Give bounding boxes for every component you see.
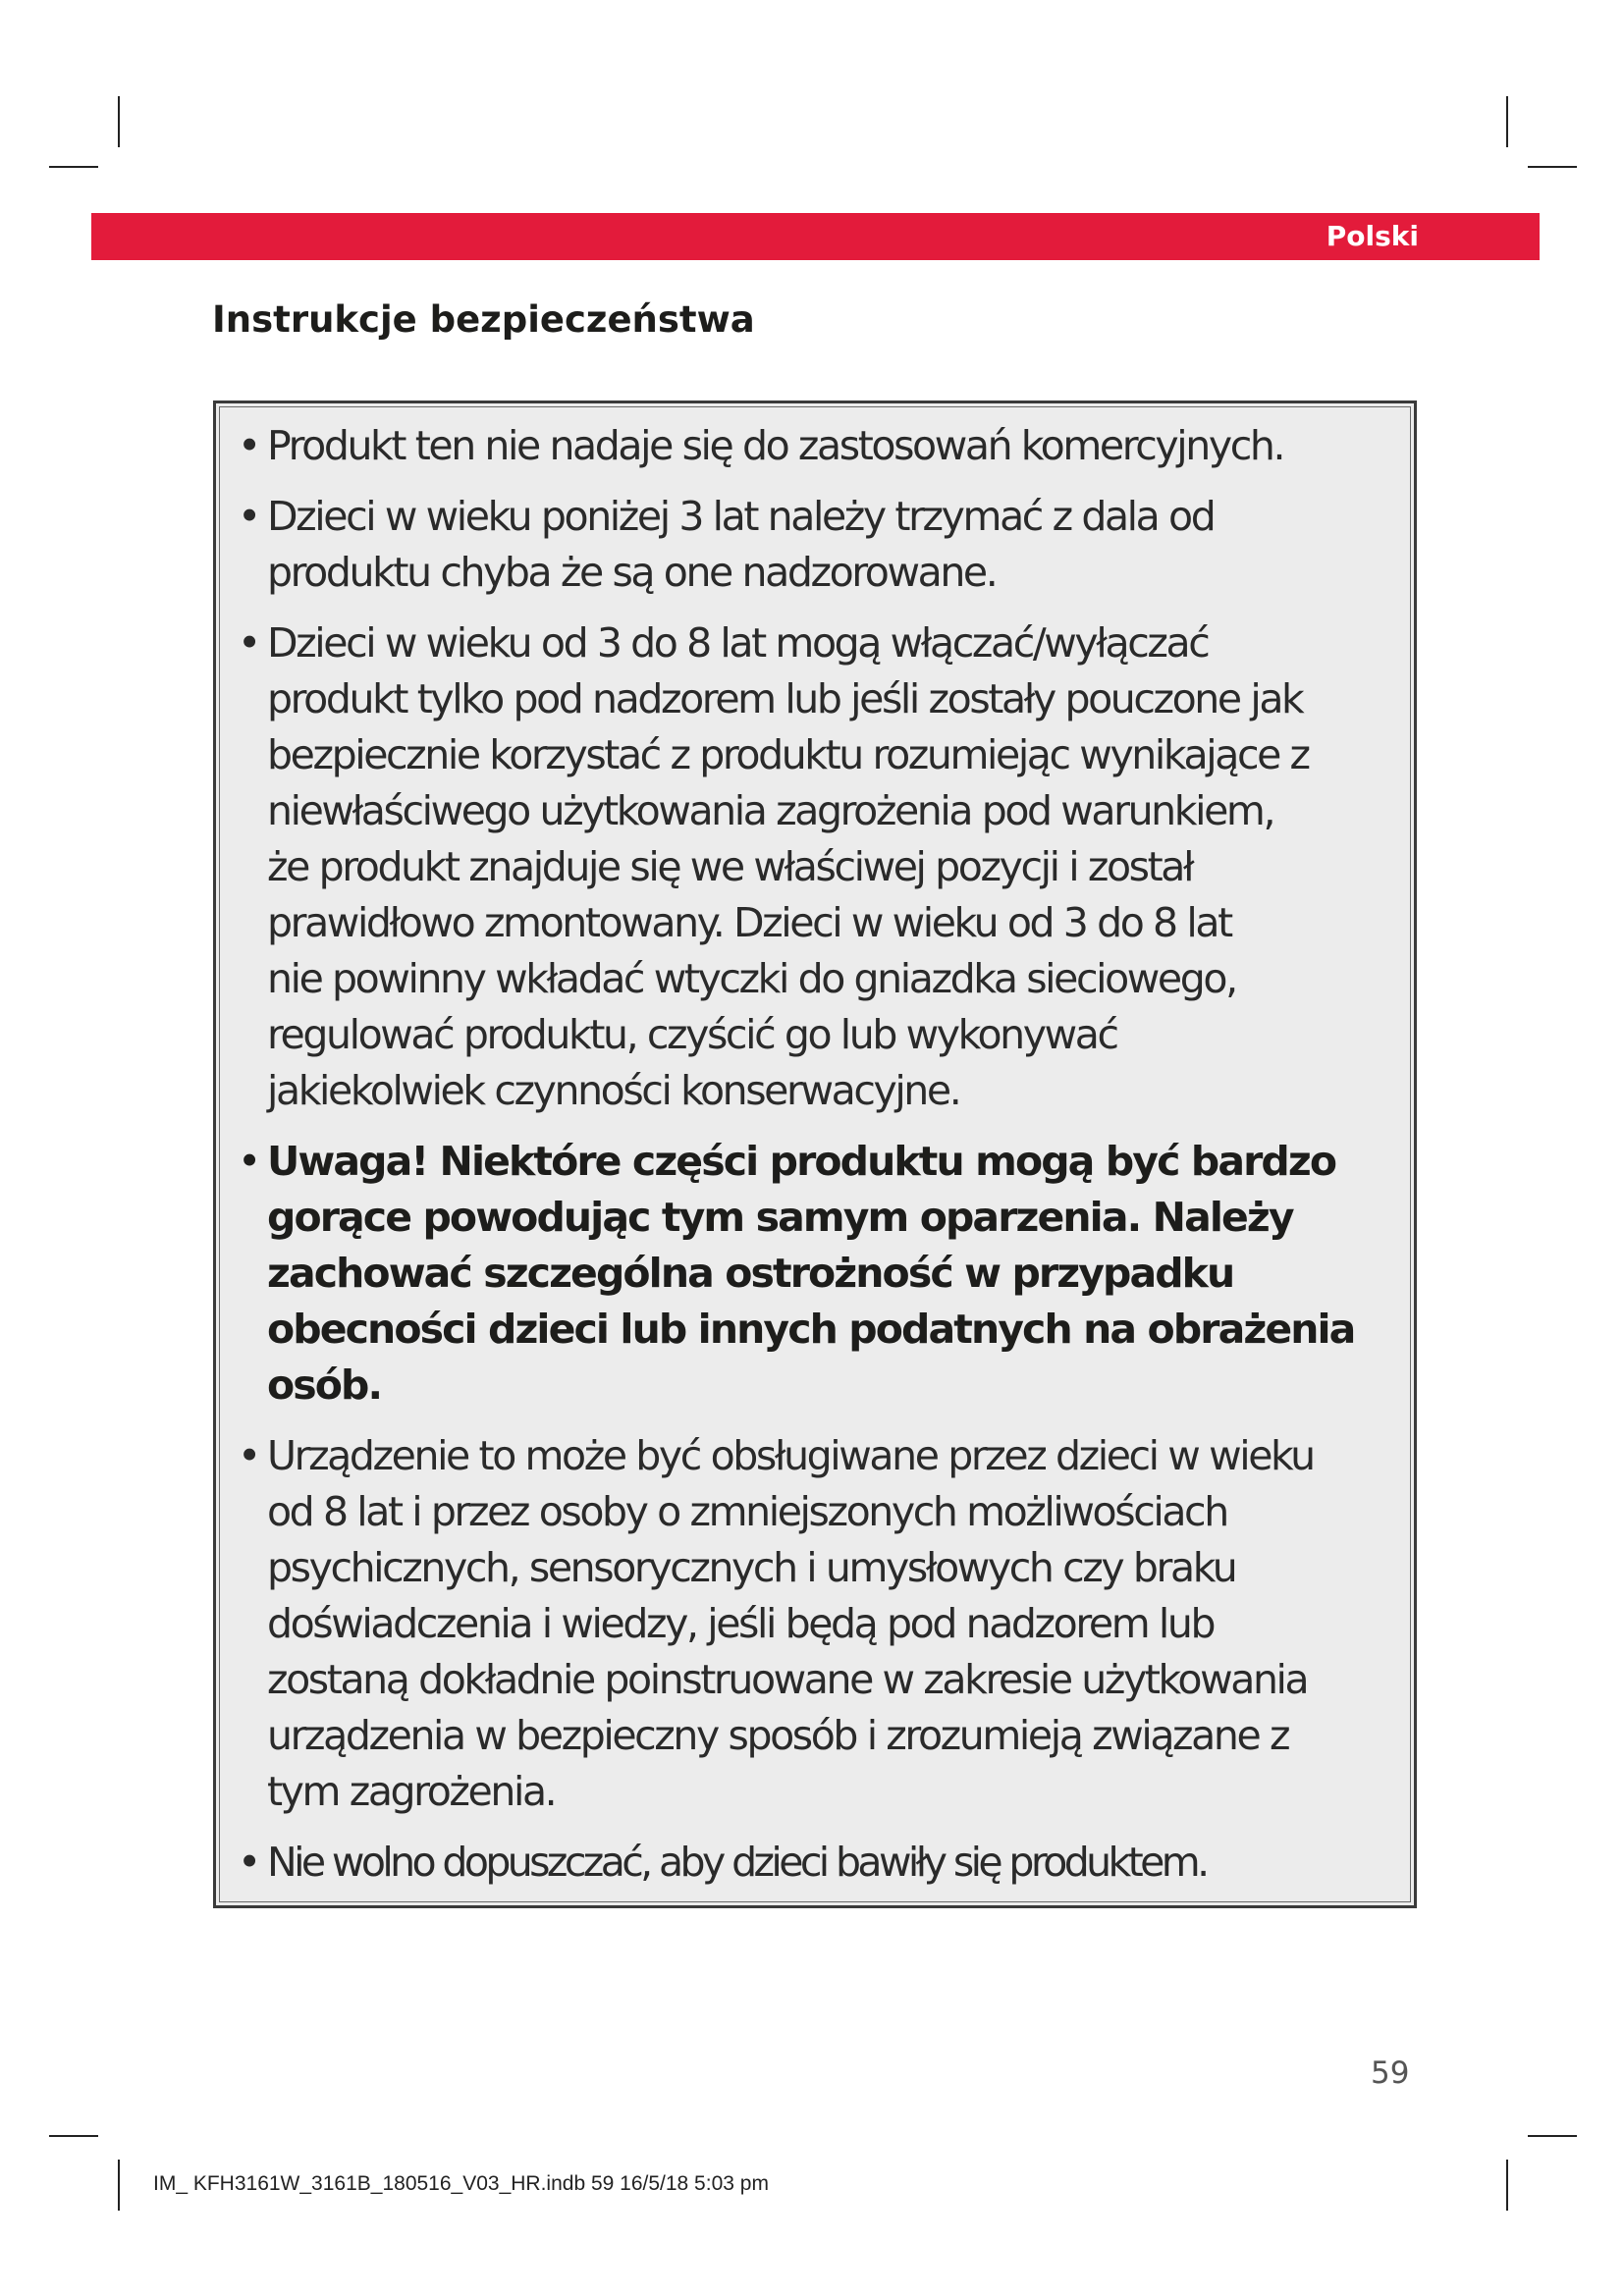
item-line: Dzieci w wieku od 3 do 8 lat mogą włączać/wyłączać	[267, 619, 1209, 667]
crop-mark-top-right-horizontal	[1528, 166, 1577, 168]
item-line: Produkt ten nie nadaje się do zastosowań komercyjnych.	[267, 422, 1284, 469]
item-line: Dzieci w wieku poniżej 3 lat należy trzymać z dala od	[267, 493, 1215, 540]
item-line: Uwaga! Niektóre części produktu mogą być bardzo	[267, 1138, 1336, 1185]
language-label: Polski	[1326, 220, 1419, 252]
bullet-icon: •	[238, 619, 262, 667]
item-line: gorące powodując tym samym oparzenia. Należy	[267, 1194, 1293, 1241]
item-line: zachować szczególna ostrożność w przypadku	[267, 1250, 1234, 1297]
crop-mark-bottom-left-horizontal	[49, 2135, 98, 2137]
safety-item-supervised-use	[238, 1428, 1394, 1820]
safety-item-children-3-to-8	[238, 615, 1394, 1119]
crop-mark-bottom-left-vertical	[118, 2160, 120, 2211]
crop-mark-top-left-vertical	[118, 96, 120, 147]
item-line: tym zagrożenia.	[267, 1768, 556, 1815]
safety-item-commercial-use	[238, 418, 1394, 474]
bullet-icon: •	[238, 1138, 262, 1185]
item-line: bezpiecznie korzystać z produktu rozumiejąc wynikające z	[267, 731, 1309, 778]
item-line: niewłaściwego użytkowania zagrożenia pod warunkiem,	[267, 787, 1274, 834]
safety-item-no-playing	[238, 1835, 1394, 1891]
item-line: regulować produktu, czyścić go lub wykonywać	[267, 1011, 1117, 1058]
footer-file-info: IM_ KFH3161W_3161B_180516_V03_HR.indb 59 16/5/18 5:03 pm	[153, 2172, 769, 2195]
item-line: Nie wolno dopuszczać, aby dzieci bawiły się produktem.	[267, 1839, 1207, 1886]
item-line: urządzenia w bezpieczny sposób i zrozumieją związane z	[267, 1712, 1289, 1759]
safety-instructions-box	[213, 400, 1417, 1908]
crop-mark-top-left-horizontal	[49, 166, 98, 168]
bullet-icon: •	[238, 1432, 262, 1479]
safety-item-hot-surfaces-warning	[238, 1134, 1394, 1414]
safety-list	[216, 403, 1414, 1891]
crop-mark-bottom-right-horizontal	[1528, 2135, 1577, 2137]
page-title: Instrukcje bezpieczeństwa	[212, 298, 755, 341]
item-line: osób.	[267, 1362, 382, 1409]
crop-mark-top-right-vertical	[1506, 96, 1508, 147]
item-line: doświadczenia i wiedzy, jeśli będą pod nadzorem lub	[267, 1600, 1215, 1647]
item-line: obecności dzieci lub innych podatnych na obrażenia	[267, 1306, 1355, 1353]
item-line: nie powinny wkładać wtyczki do gniazdka sieciowego,	[267, 955, 1236, 1002]
bullet-icon: •	[238, 422, 262, 469]
item-line: zostaną dokładnie poinstruowane w zakresie użytkowania	[267, 1656, 1308, 1703]
item-line: Urządzenie to może być obsługiwane przez dzieci w wieku	[267, 1432, 1314, 1479]
item-line: prawidłowo zmontowany. Dzieci w wieku od 3 do 8 lat	[267, 899, 1231, 946]
item-line: psychicznych, sensorycznych i umysłowych czy braku	[267, 1544, 1236, 1591]
safety-item-children-under-3	[238, 489, 1394, 601]
item-line: od 8 lat i przez osoby o zmniejszonych możliwościach	[267, 1488, 1227, 1535]
bullet-icon: •	[238, 1839, 262, 1886]
bullet-icon: •	[238, 493, 262, 540]
item-line: jakiekolwiek czynności konserwacyjne.	[267, 1067, 960, 1114]
item-line: produkt tylko pod nadzorem lub jeśli zostały pouczone jak	[267, 675, 1303, 722]
item-line: że produkt znajduje się we właściwej pozycji i został	[267, 843, 1193, 890]
item-line: produktu chyba że są one nadzorowane.	[267, 549, 997, 596]
crop-mark-bottom-right-vertical	[1506, 2160, 1508, 2211]
page-number: 59	[1371, 2056, 1410, 2091]
language-header-bar	[91, 213, 1540, 260]
